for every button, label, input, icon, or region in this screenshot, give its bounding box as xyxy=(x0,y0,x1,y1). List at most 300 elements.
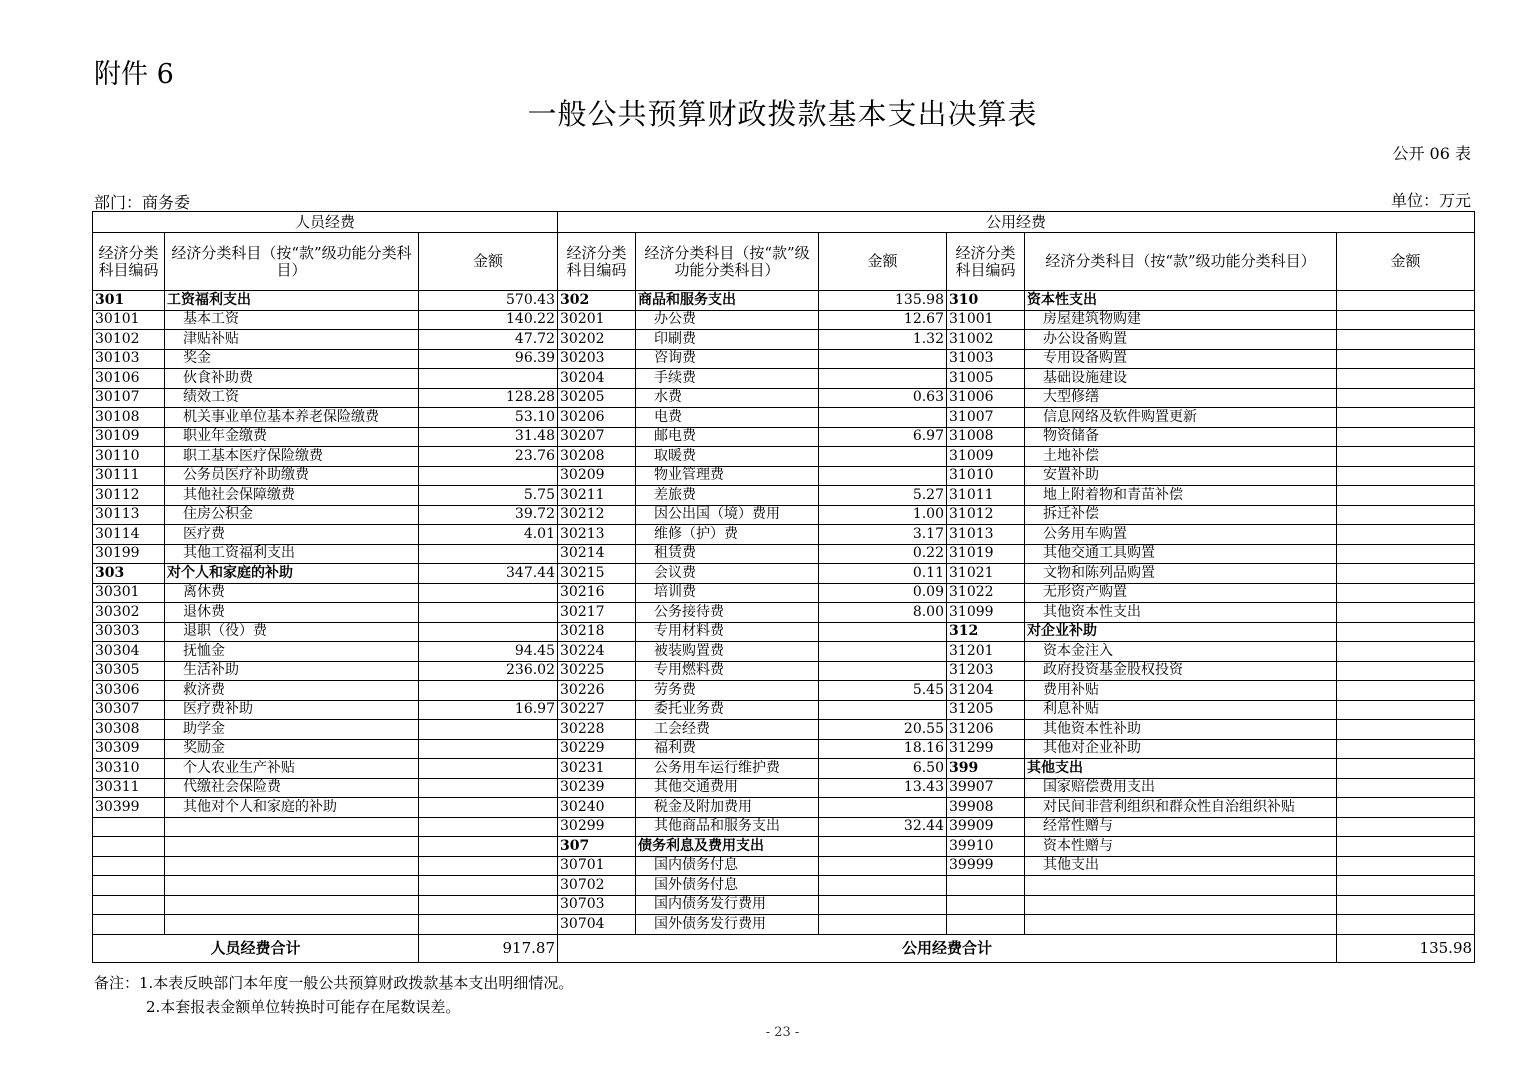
cell-amount xyxy=(1337,661,1475,681)
table-row xyxy=(93,564,1475,584)
cell-amount xyxy=(1337,739,1475,759)
attachment-label: 附件 6 xyxy=(94,59,174,90)
cell-code: 399 xyxy=(947,759,1025,779)
cell-amount xyxy=(1337,681,1475,701)
table-row xyxy=(93,837,1475,857)
header-amount: 金额 xyxy=(419,233,558,291)
cell-item-name: 助学金 xyxy=(165,720,419,740)
cell-code xyxy=(93,895,165,915)
cell-amount xyxy=(419,915,558,935)
cell-item-name: 拆迁补偿 xyxy=(1025,505,1337,525)
cell-amount xyxy=(1337,388,1475,408)
cell-item-name: 医疗费 xyxy=(165,525,419,545)
cell-item-name: 其他对企业补助 xyxy=(1025,739,1337,759)
table-row xyxy=(93,486,1475,506)
cell-amount xyxy=(1337,408,1475,428)
cell-amount: 0.11 xyxy=(819,564,947,584)
cell-code: 31006 xyxy=(947,388,1025,408)
cell-amount xyxy=(419,583,558,603)
cell-amount xyxy=(1337,330,1475,350)
cell-code: 30239 xyxy=(558,778,636,798)
table-row xyxy=(93,447,1475,467)
group-public: 公用经费 xyxy=(558,212,1475,233)
cell-amount xyxy=(1337,915,1475,935)
cell-code: 30301 xyxy=(93,583,165,603)
cell-amount xyxy=(1337,856,1475,876)
cell-item-name: 政府投资基金股权投资 xyxy=(1025,661,1337,681)
cell-item-name: 物业管理费 xyxy=(636,466,819,486)
cell-item-name: 国外债务付息 xyxy=(636,876,819,896)
cell-item-name: 国内债务付息 xyxy=(636,856,819,876)
cell-item-name: 奖金 xyxy=(165,349,419,369)
cell-item-name: 退职（役）费 xyxy=(165,622,419,642)
cell-item-name: 生活补助 xyxy=(165,661,419,681)
cell-amount: 13.43 xyxy=(819,778,947,798)
cell-amount xyxy=(1337,642,1475,662)
table-row xyxy=(93,895,1475,915)
cell-code: 30109 xyxy=(93,427,165,447)
cell-code: 302 xyxy=(558,291,636,311)
expenditure-table xyxy=(92,211,1475,963)
cell-item-name: 国内债务发行费用 xyxy=(636,895,819,915)
cell-code: 30399 xyxy=(93,798,165,818)
cell-item-name: 大型修缮 xyxy=(1025,388,1337,408)
cell-code: 30106 xyxy=(93,369,165,389)
cell-code: 310 xyxy=(947,291,1025,311)
cell-item-name: 离休费 xyxy=(165,583,419,603)
cell-item-name: 信息网络及软件购置更新 xyxy=(1025,408,1337,428)
cell-item-name: 专用设备购置 xyxy=(1025,349,1337,369)
cell-code: 30309 xyxy=(93,739,165,759)
cell-amount xyxy=(1337,778,1475,798)
cell-code: 312 xyxy=(947,622,1025,642)
cell-item-name: 对民间非营利组织和群众性自治组织补贴 xyxy=(1025,798,1337,818)
cell-item-name: 工资福利支出 xyxy=(165,291,419,311)
form-number: 公开 06 表 xyxy=(1392,144,1471,163)
cell-amount xyxy=(819,856,947,876)
cell-amount xyxy=(419,622,558,642)
cell-item-name: 公务接待费 xyxy=(636,603,819,623)
cell-code: 30215 xyxy=(558,564,636,584)
cell-item-name: 其他对个人和家庭的补助 xyxy=(165,798,419,818)
cell-item-name: 国家赔偿费用支出 xyxy=(1025,778,1337,798)
header-name: 经济分类科目（按“款”级功能分类科目） xyxy=(636,233,819,291)
page-number: - 23 - xyxy=(765,1025,800,1040)
cell-code: 31005 xyxy=(947,369,1025,389)
table-row xyxy=(93,856,1475,876)
cell-item-name: 劳务费 xyxy=(636,681,819,701)
cell-item-name: 公务员医疗补助缴费 xyxy=(165,466,419,486)
header-name: 经济分类科目（按“款”级功能分类科目） xyxy=(1025,233,1337,291)
cell-item-name: 办公设备购置 xyxy=(1025,330,1337,350)
cell-amount xyxy=(1337,720,1475,740)
cell-amount xyxy=(419,817,558,837)
cell-amount xyxy=(419,681,558,701)
cell-code xyxy=(947,895,1025,915)
cell-code: 30207 xyxy=(558,427,636,447)
cell-amount: 570.43 xyxy=(419,291,558,311)
totals-row xyxy=(93,934,1475,962)
header-amount: 金额 xyxy=(1337,233,1475,291)
cell-code: 30302 xyxy=(93,603,165,623)
cell-amount xyxy=(419,544,558,564)
cell-amount: 347.44 xyxy=(419,564,558,584)
cell-code: 30114 xyxy=(93,525,165,545)
cell-amount xyxy=(419,778,558,798)
cell-code: 31002 xyxy=(947,330,1025,350)
cell-amount: 236.02 xyxy=(419,661,558,681)
cell-item-name: 抚恤金 xyxy=(165,642,419,662)
cell-amount xyxy=(419,837,558,857)
cell-amount xyxy=(819,661,947,681)
cell-item-name: 电费 xyxy=(636,408,819,428)
cell-amount xyxy=(819,466,947,486)
cell-amount: 6.50 xyxy=(819,759,947,779)
cell-amount: 94.45 xyxy=(419,642,558,662)
cell-amount xyxy=(419,739,558,759)
cell-code xyxy=(947,915,1025,935)
cell-item-name: 退休费 xyxy=(165,603,419,623)
cell-item-name: 救济费 xyxy=(165,681,419,701)
cell-amount: 31.48 xyxy=(419,427,558,447)
cell-code: 30703 xyxy=(558,895,636,915)
cell-amount: 135.98 xyxy=(819,291,947,311)
cell-code: 30202 xyxy=(558,330,636,350)
table-row xyxy=(93,720,1475,740)
cell-code: 30702 xyxy=(558,876,636,896)
cell-code xyxy=(947,876,1025,896)
table-row xyxy=(93,369,1475,389)
table-row xyxy=(93,876,1475,896)
cell-code: 31007 xyxy=(947,408,1025,428)
cell-code: 31001 xyxy=(947,310,1025,330)
notes xyxy=(94,971,573,1019)
cell-code: 31299 xyxy=(947,739,1025,759)
cell-item-name: 个人农业生产补贴 xyxy=(165,759,419,779)
header-code: 经济分类科目编码 xyxy=(93,233,165,291)
cell-item-name: 其他工资福利支出 xyxy=(165,544,419,564)
cell-item-name: 水费 xyxy=(636,388,819,408)
cell-item-name: 伙食补助费 xyxy=(165,369,419,389)
department-label: 部门：商务委 xyxy=(94,193,191,212)
cell-amount: 1.00 xyxy=(819,505,947,525)
cell-amount xyxy=(419,369,558,389)
cell-item-name: 资本性赠与 xyxy=(1025,837,1337,857)
cell-code: 30203 xyxy=(558,349,636,369)
cell-amount xyxy=(819,915,947,935)
cell-code: 30308 xyxy=(93,720,165,740)
cell-amount xyxy=(819,349,947,369)
cell-code: 31010 xyxy=(947,466,1025,486)
cell-amount xyxy=(1337,310,1475,330)
table-row xyxy=(93,915,1475,935)
cell-amount: 20.55 xyxy=(819,720,947,740)
cell-item-name: 资本性支出 xyxy=(1025,291,1337,311)
cell-code: 30231 xyxy=(558,759,636,779)
cell-code: 30303 xyxy=(93,622,165,642)
cell-amount xyxy=(1337,505,1475,525)
cell-code: 30310 xyxy=(93,759,165,779)
cell-amount: 5.27 xyxy=(819,486,947,506)
cell-item-name xyxy=(165,876,419,896)
cell-amount xyxy=(1337,525,1475,545)
cell-item-name: 房屋建筑物购建 xyxy=(1025,310,1337,330)
cell-amount: 0.63 xyxy=(819,388,947,408)
cell-item-name: 基础设施建设 xyxy=(1025,369,1337,389)
cell-code: 31203 xyxy=(947,661,1025,681)
cell-amount: 1.32 xyxy=(819,330,947,350)
cell-item-name xyxy=(1025,895,1337,915)
table-row xyxy=(93,778,1475,798)
cell-amount xyxy=(1337,876,1475,896)
cell-code: 30214 xyxy=(558,544,636,564)
cell-item-name: 安置补助 xyxy=(1025,466,1337,486)
cell-item-name: 代缴社会保险费 xyxy=(165,778,419,798)
cell-item-name: 医疗费补助 xyxy=(165,700,419,720)
cell-code: 30704 xyxy=(558,915,636,935)
cell-item-name: 债务利息及费用支出 xyxy=(636,837,819,857)
cell-amount: 23.76 xyxy=(419,447,558,467)
cell-code: 39908 xyxy=(947,798,1025,818)
cell-code xyxy=(93,837,165,857)
cell-amount: 0.09 xyxy=(819,583,947,603)
cell-item-name: 经常性赠与 xyxy=(1025,817,1337,837)
cell-amount: 3.17 xyxy=(819,525,947,545)
header-code: 经济分类科目编码 xyxy=(558,233,636,291)
cell-amount: 8.00 xyxy=(819,603,947,623)
cell-amount xyxy=(819,798,947,818)
cell-code: 30218 xyxy=(558,622,636,642)
cell-item-name: 福利费 xyxy=(636,739,819,759)
cell-amount xyxy=(419,720,558,740)
cell-code: 30305 xyxy=(93,661,165,681)
cell-amount: 96.39 xyxy=(419,349,558,369)
cell-item-name: 土地补偿 xyxy=(1025,447,1337,467)
cell-amount: 16.97 xyxy=(419,700,558,720)
cell-amount xyxy=(819,700,947,720)
cell-code: 30103 xyxy=(93,349,165,369)
cell-code: 30212 xyxy=(558,505,636,525)
cell-item-name xyxy=(1025,915,1337,935)
cell-amount xyxy=(419,466,558,486)
cell-amount: 5.45 xyxy=(819,681,947,701)
cell-code: 39909 xyxy=(947,817,1025,837)
cell-item-name: 工会经费 xyxy=(636,720,819,740)
cell-code: 31019 xyxy=(947,544,1025,564)
page-title: 一般公共预算财政拨款基本支出决算表 xyxy=(527,97,1038,131)
cell-code: 31021 xyxy=(947,564,1025,584)
cell-item-name: 其他资本性补助 xyxy=(1025,720,1337,740)
cell-item-name: 租赁费 xyxy=(636,544,819,564)
cell-code: 30204 xyxy=(558,369,636,389)
cell-item-name: 利息补贴 xyxy=(1025,700,1337,720)
cell-item-name: 专用燃料费 xyxy=(636,661,819,681)
cell-code: 301 xyxy=(93,291,165,311)
cell-item-name: 因公出国（境）费用 xyxy=(636,505,819,525)
cell-code: 31013 xyxy=(947,525,1025,545)
cell-code: 30107 xyxy=(93,388,165,408)
cell-item-name: 其他社会保障缴费 xyxy=(165,486,419,506)
cell-item-name: 税金及附加费用 xyxy=(636,798,819,818)
cell-amount xyxy=(1337,895,1475,915)
personnel-total-amount: 917.87 xyxy=(419,934,558,962)
cell-code: 30304 xyxy=(93,642,165,662)
cell-item-name: 基本工资 xyxy=(165,310,419,330)
cell-item-name: 津贴补贴 xyxy=(165,330,419,350)
cell-amount xyxy=(1337,837,1475,857)
cell-code: 31205 xyxy=(947,700,1025,720)
table-row xyxy=(93,661,1475,681)
table-row xyxy=(93,525,1475,545)
cell-code: 30101 xyxy=(93,310,165,330)
cell-item-name: 职工基本医疗保险缴费 xyxy=(165,447,419,467)
cell-item-name xyxy=(165,895,419,915)
cell-amount xyxy=(1337,291,1475,311)
public-total-amount: 135.98 xyxy=(1337,934,1475,962)
cell-item-name: 专用材料费 xyxy=(636,622,819,642)
table-row xyxy=(93,817,1475,837)
cell-amount xyxy=(819,895,947,915)
table-row xyxy=(93,759,1475,779)
table-row xyxy=(93,427,1475,447)
cell-item-name xyxy=(165,837,419,857)
cell-item-name: 公务用车购置 xyxy=(1025,525,1337,545)
cell-code xyxy=(93,817,165,837)
cell-amount xyxy=(419,603,558,623)
cell-code: 31099 xyxy=(947,603,1025,623)
cell-code: 303 xyxy=(93,564,165,584)
table-row xyxy=(93,544,1475,564)
public-total-label: 公用经费合计 xyxy=(558,934,1337,962)
cell-amount xyxy=(1337,466,1475,486)
cell-item-name: 咨询费 xyxy=(636,349,819,369)
table-row xyxy=(93,388,1475,408)
cell-amount: 18.16 xyxy=(819,739,947,759)
cell-amount xyxy=(1337,622,1475,642)
cell-code: 30205 xyxy=(558,388,636,408)
cell-item-name: 物资储备 xyxy=(1025,427,1337,447)
cell-amount xyxy=(819,447,947,467)
cell-code: 30311 xyxy=(93,778,165,798)
cell-amount xyxy=(1337,759,1475,779)
cell-item-name: 文物和陈列品购置 xyxy=(1025,564,1337,584)
table-row xyxy=(93,466,1475,486)
cell-item-name: 其他交通工具购置 xyxy=(1025,544,1337,564)
cell-item-name: 国外债务发行费用 xyxy=(636,915,819,935)
note-1: 备注：1.本表反映部门本年度一般公共预算财政拨款基本支出明细情况。 xyxy=(94,974,574,992)
cell-code: 30307 xyxy=(93,700,165,720)
cell-item-name: 商品和服务支出 xyxy=(636,291,819,311)
cell-code: 30225 xyxy=(558,661,636,681)
cell-item-name: 差旅费 xyxy=(636,486,819,506)
cell-item-name: 资本金注入 xyxy=(1025,642,1337,662)
cell-amount xyxy=(1337,544,1475,564)
cell-amount: 47.72 xyxy=(419,330,558,350)
cell-item-name: 被装购置费 xyxy=(636,642,819,662)
cell-amount xyxy=(819,369,947,389)
cell-code: 307 xyxy=(558,837,636,857)
table-row xyxy=(93,603,1475,623)
cell-amount xyxy=(1337,700,1475,720)
cell-amount xyxy=(1337,349,1475,369)
cell-item-name: 公务用车运行维护费 xyxy=(636,759,819,779)
cell-amount xyxy=(819,876,947,896)
table-row xyxy=(93,642,1475,662)
header-amount: 金额 xyxy=(819,233,947,291)
cell-item-name xyxy=(165,817,419,837)
cell-code: 30108 xyxy=(93,408,165,428)
cell-code: 30240 xyxy=(558,798,636,818)
cell-item-name xyxy=(1025,876,1337,896)
cell-code: 30201 xyxy=(558,310,636,330)
note-2: 2.本套报表金额单位转换时可能存在尾数误差。 xyxy=(146,998,461,1016)
cell-code: 30102 xyxy=(93,330,165,350)
cell-code: 39907 xyxy=(947,778,1025,798)
cell-item-name: 办公费 xyxy=(636,310,819,330)
header-code: 经济分类科目编码 xyxy=(947,233,1025,291)
cell-code: 30112 xyxy=(93,486,165,506)
cell-code: 30306 xyxy=(93,681,165,701)
cell-item-name: 印刷费 xyxy=(636,330,819,350)
cell-code: 30208 xyxy=(558,447,636,467)
cell-amount: 53.10 xyxy=(419,408,558,428)
cell-amount xyxy=(1337,583,1475,603)
cell-code: 30211 xyxy=(558,486,636,506)
cell-item-name: 其他商品和服务支出 xyxy=(636,817,819,837)
cell-code xyxy=(93,876,165,896)
cell-code: 30111 xyxy=(93,466,165,486)
cell-code: 30224 xyxy=(558,642,636,662)
cell-code: 31201 xyxy=(947,642,1025,662)
table-row xyxy=(93,408,1475,428)
table-row xyxy=(93,291,1475,311)
cell-item-name: 职业年金缴费 xyxy=(165,427,419,447)
cell-item-name: 手续费 xyxy=(636,369,819,389)
cell-code: 30199 xyxy=(93,544,165,564)
cell-amount xyxy=(1337,817,1475,837)
cell-amount: 140.22 xyxy=(419,310,558,330)
cell-code: 30213 xyxy=(558,525,636,545)
cell-item-name: 委托业务费 xyxy=(636,700,819,720)
cell-code xyxy=(93,856,165,876)
cell-code: 39999 xyxy=(947,856,1025,876)
cell-amount xyxy=(419,798,558,818)
cell-code: 30227 xyxy=(558,700,636,720)
cell-code: 30226 xyxy=(558,681,636,701)
cell-item-name: 费用补贴 xyxy=(1025,681,1337,701)
cell-code: 30206 xyxy=(558,408,636,428)
column-header-row xyxy=(93,233,1475,291)
cell-code: 31003 xyxy=(947,349,1025,369)
cell-item-name: 绩效工资 xyxy=(165,388,419,408)
cell-item-name: 会议费 xyxy=(636,564,819,584)
cell-amount xyxy=(1337,369,1475,389)
cell-code: 31008 xyxy=(947,427,1025,447)
cell-code: 30217 xyxy=(558,603,636,623)
cell-item-name: 无形资产购置 xyxy=(1025,583,1337,603)
cell-item-name: 其他支出 xyxy=(1025,856,1337,876)
cell-amount xyxy=(419,759,558,779)
cell-amount xyxy=(819,622,947,642)
table-row xyxy=(93,798,1475,818)
table-row xyxy=(93,681,1475,701)
cell-code: 30216 xyxy=(558,583,636,603)
group-personnel: 人员经费 xyxy=(93,212,558,233)
cell-item-name: 对企业补助 xyxy=(1025,622,1337,642)
cell-item-name: 取暖费 xyxy=(636,447,819,467)
cell-amount: 4.01 xyxy=(419,525,558,545)
cell-amount xyxy=(819,642,947,662)
